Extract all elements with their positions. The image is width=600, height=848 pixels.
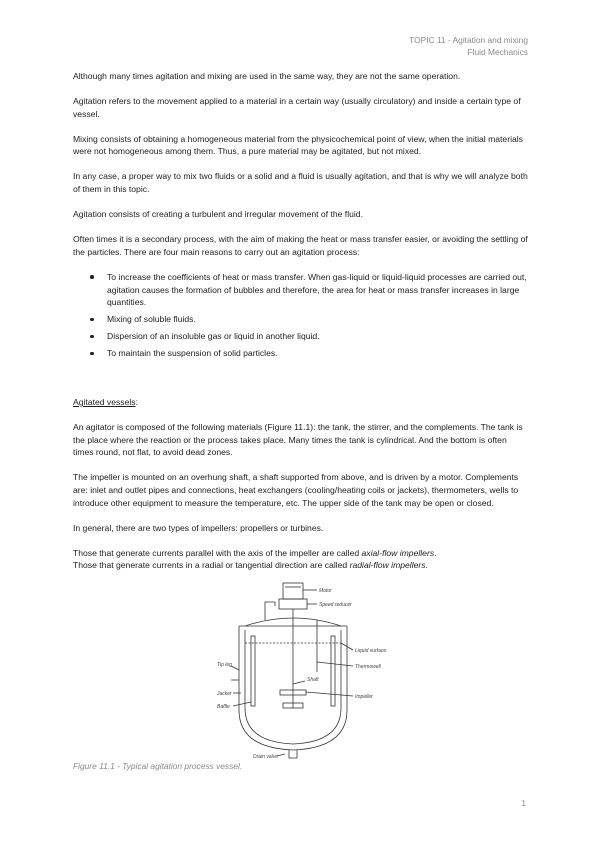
paragraph: Although many times agitation and mixing are used in the same way, they are not the same operation. [73,71,461,81]
header-topic: TOPIC 11 - Agitation and mixing [409,35,528,45]
page-header [409,34,528,58]
speed-reducer-label: Speed reducer [319,602,352,608]
radial-term: radial-flow impellers [349,560,426,571]
paragraph: Agitation refers to the movement applied to a material in a certain way (usually circulatory) and inside a certain type of vessel. [73,96,521,119]
agitation-vessel-diagram [213,580,403,762]
section-heading [73,396,528,409]
drain-valve-label: Drain valve [253,754,279,760]
section-title: Agitated vessels [73,397,136,407]
jacket-label: Jacket [217,691,232,697]
paragraph: Mixing consists of obtaining a homogeneous material from the physicochemical point of view, when the initial materials were not homogeneous among them. Thus, a pure material may be agitated, but not mixed. [73,133,523,157]
shaft-label: Shaft [307,677,319,683]
reasons-list [73,271,528,360]
paragraph: The impeller is mounted on an overhung shaft, a shaft supported from above, and is driven by a motor. Complements are: inlet and outlet pipes and connections, heat exchangers (cooling/heating coils or jackets), thermometers, wells to introduce other equipment to measure the temperature, etc. The upper side of the tank may be open or closed. [73,472,519,508]
paragraph: In general, there are two types of impellers: propellers or turbines. [73,522,324,533]
list-item: To increase the coefficients of heat or mass transfer. When gas-liquid or liquid-liquid processes are carried out, agitation causes the formation of bubbles and therefore, the area for heat or mass transfer increases in large quantities. [107,271,527,308]
header-course: Fluid Mechanics [467,47,528,57]
impeller-label: Impeller [355,694,373,700]
liquid-surface-label: Liquid surface [355,648,387,654]
radial-end: . [425,560,428,571]
page-number: 1 [521,798,526,808]
list-item: Mixing of soluble fluids. [107,313,528,326]
axial-term: axial-flow impellers [361,547,435,558]
paragraph: Agitation consists of creating a turbulent and irregular movement of the fluid. [73,209,363,220]
list-item: To maintain the suspension of solid particles. [107,347,528,360]
paragraph: An agitator is composed of the following materials (Figure 11.1): the tank, the stirrer, and the complements. The tank is the place where the reaction or the process takes place. Many times the tank is cylindrical. And the bottom is often times round, not flat, to avoid dead zones. [73,422,523,458]
section-title-colon: : [135,397,138,407]
baffle-shape [251,636,255,706]
motor-label: Motor [319,588,332,594]
tip-leg-label: Tip leg [217,662,232,668]
motor-shape [283,583,303,599]
paragraph: In any case, a proper way to mix two fluids or a solid and a fluid is usually agitation, and that is why we will analyze both of them in this topic. [73,171,528,195]
axial-end: . [434,547,437,558]
thermowell-label: Thermowell [355,664,381,670]
impeller-types [73,547,528,572]
speed-reducer-shape [279,599,307,609]
paragraph: Often times it is a secondary process, with the aim of making the heat or mass transfer easier, or avoiding the settling of the particles. There are four main reasons to carry out an agitation process: [73,234,528,257]
axial-text: Those that generate currents parallel with the axis of the impeller are called [73,547,362,558]
baffle-label: Baffle [217,704,230,710]
drain-valve-shape [289,750,297,758]
figure-caption: Figure 11.1 - Typical agitation process vessel. [73,761,243,771]
list-item: Dispersion of an insoluble gas or liquid in another liquid. [107,330,528,343]
radial-text: Those that generate currents in a radial or tangential direction are called [73,560,350,571]
body-text [73,70,528,572]
